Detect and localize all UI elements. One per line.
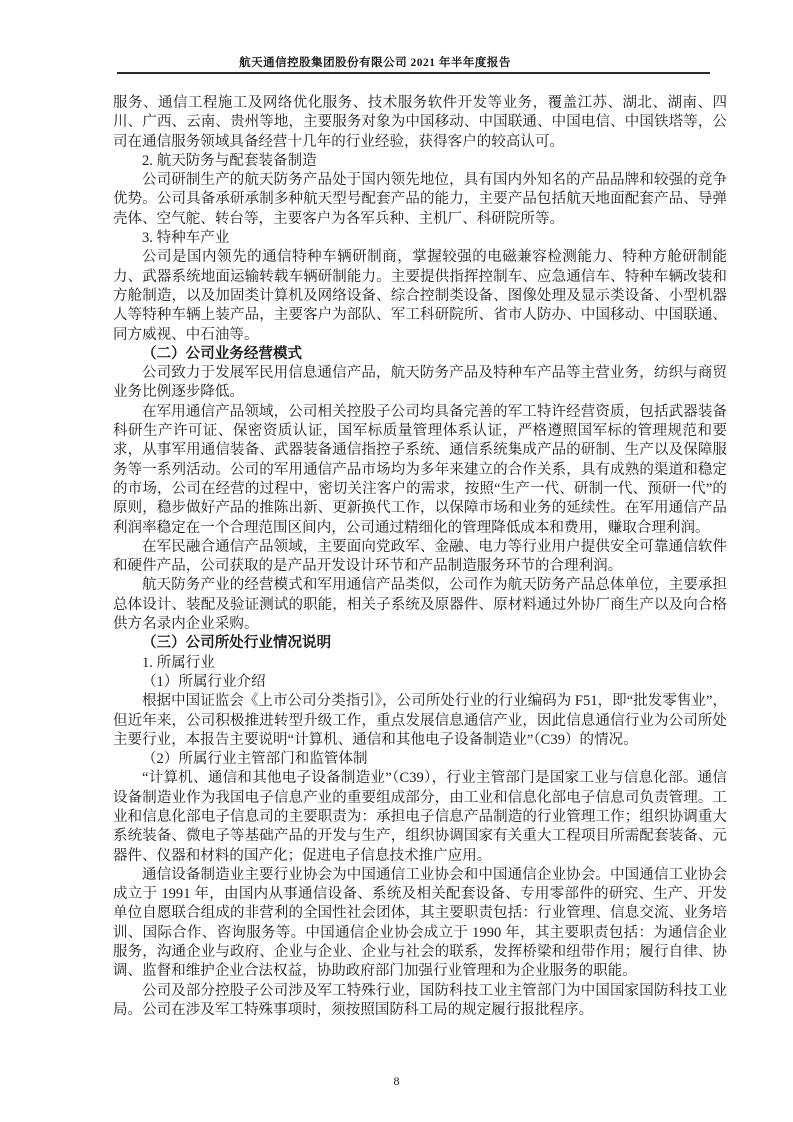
paragraph: 公司致力于发展军民用信息通信产品，航天防务产品及特种车产品等主营业务，纺织与商贸业务比例逐步降低。 (113, 365, 727, 401)
numbered-item-heading: （1）所属行业介绍 (142, 673, 266, 690)
page-number: 8 (393, 1074, 400, 1088)
report-header-title: 航天通信控股集团股份有限公司 2021 年半年度报告 (239, 57, 511, 69)
section-heading: （三）公司所处行业情况说明 (142, 635, 332, 652)
numbered-item-heading: 2. 航天防务与配套装备制造 (142, 152, 317, 169)
paragraph: 航天防务产业的经营模式和军用通信产品类似，公司作为航天防务产品总体单位，主要承担总体设计、装配及验证测试的职能，相关子系统及原器件、原材料通过外协厂商生产以及向合格供方名录内企业采购。 (113, 577, 727, 633)
paragraph: “计算机、通信和其他电子设备制造业”（C39），行业主管部门是国家工业与信息化部。通信设备制造业作为我国电子信息产业的重要组成部分，由工业和信息化部电子信息司负责管理。工业和信息化部电子信息司的主要职责为：承担电子信息产品制造的行业管理工作；组织协调重大系统装备、微电子等基础产品的开发与生产，组织协调国家有关重大工程项目所需配套装备、元器件、仪器和材料的国产化；促进电子信息技术推广应用。 (113, 770, 727, 864)
paragraph: 公司及部分控股子公司涉及军工特殊行业，国防科技工业主管部门为中国国家国防科技工业局。公司在涉及军工特殊事项时，须按照国防科工局的规定履行报批程序。 (113, 982, 727, 1018)
paragraph: 根据中国证监会《上市公司分类指引》，公司所处行业的行业编码为 F51，即“批发零售业”，但近年来，公司积极推进转型升级工作，重点发展信息通信产业，因此信息通信行业为公司所处主要行业，本报告主要说明“计算机、通信和其他电子设备制造业”（C39）的情况。 (113, 693, 728, 748)
paragraph: 在军用通信产品领域，公司相关控股子公司均具备完善的军工特许经营资质，包括武器装备科研生产许可证、保密资质认证，国军标质量管理体系认证，严格遵照国军标的管理规范和要求，从事军用通信装备、武器装备通信指控子系统、通信系统集成产品的研制、生产以及保障服务等一系列活动。公司的军用通信产品市场均为多年来建立的合作关系，具有成熟的渠道和稳定的市场，公司在经营的过程中，密切关注客户的需求，按照“生产一代、研制一代、预研一代”的原则，稳步做好产品的推陈出新、更新换代工作，以保障市场和业务的延续性。在军用通信产品利润率稳定在一个合理范围区间内，公司通过精细化的管理降低成本和费用，赚取合理利润。 (113, 403, 727, 536)
paragraph: 在军民融合通信产品领域，主要面向党政军、金融、电力等行业用户提供安全可靠通信软件和硬件产品，公司获取的是产品开发设计环节和产品制造服务环节的合理利润。 (113, 538, 727, 575)
page-header (0, 56, 750, 70)
document-body (113, 94, 727, 1020)
page-footer (0, 1072, 793, 1090)
numbered-item-heading: （2）所属行业主管部门和监管体制 (142, 751, 368, 768)
header-rule (117, 72, 710, 74)
numbered-item-heading: 1. 所属行业 (142, 654, 215, 671)
paragraph: 通信设备制造业主要行业协会为中国通信工业协会和中国通信企业协会。中国通信工业协会成立于 1991 年，由国内从事通信设备、系统及相关配套设备、专用零部件的研究、生产、开发单位自愿联合组成的非营利的全国性社会团体，其主要职责包括：行业管理、信息交流、业务培训、国际合作、咨询服务等。中国通信企业协会成立于 1990 年，其主要职责包括：为通信企业服务，沟通企业与政府、企业与企业、企业与社会的联系，发挥桥梁和纽带作用；履行自律、协调、监督和维护企业合法权益，协助政府部门加强行业管理和为企业服务的职能。 (113, 866, 727, 980)
section-heading: （二）公司业务经营模式 (142, 345, 303, 362)
numbered-item-heading: 3. 特种车产业 (142, 230, 230, 247)
paragraph-continued: 服务、通信工程施工及网络优化服务、技术服务软件开发等业务，覆盖江苏、湖北、湖南、四川、广西、云南、贵州等地，主要服务对象为中国移动、中国联通、中国电信、中国铁塔等，公司在通信服务领域具备经营十几年的行业经验，获得客户的较高认可。 (113, 95, 727, 150)
paragraph: 公司研制生产的航天防务产品处于国内领先地位，具有国内外知名的产品品牌和较强的竞争优势。公司具备承研承制多种航天型号配套产品的能力，主要产品包括航天地面配套产品、导弹壳体、空气舵、转台等，主要客户为各军兵种、主机厂、科研院所等。 (113, 172, 727, 227)
paragraph: 公司是国内领先的通信特种车辆研制商，掌握较强的电磁兼容检测能力、特种方舱研制能力、武器系统地面运输转载车辆研制能力。主要提供指挥控制车、应急通信车、特种车辆改装和方舱制造，以及加固类计算机及网络设备、综合控制类设备、图像处理及显示类设备、小型机器人等特种车辆上装产品，主要客户为部队、军工科研院所、省市人防办、中国移动、中国联通、同方威视、中石油等。 (113, 249, 727, 343)
